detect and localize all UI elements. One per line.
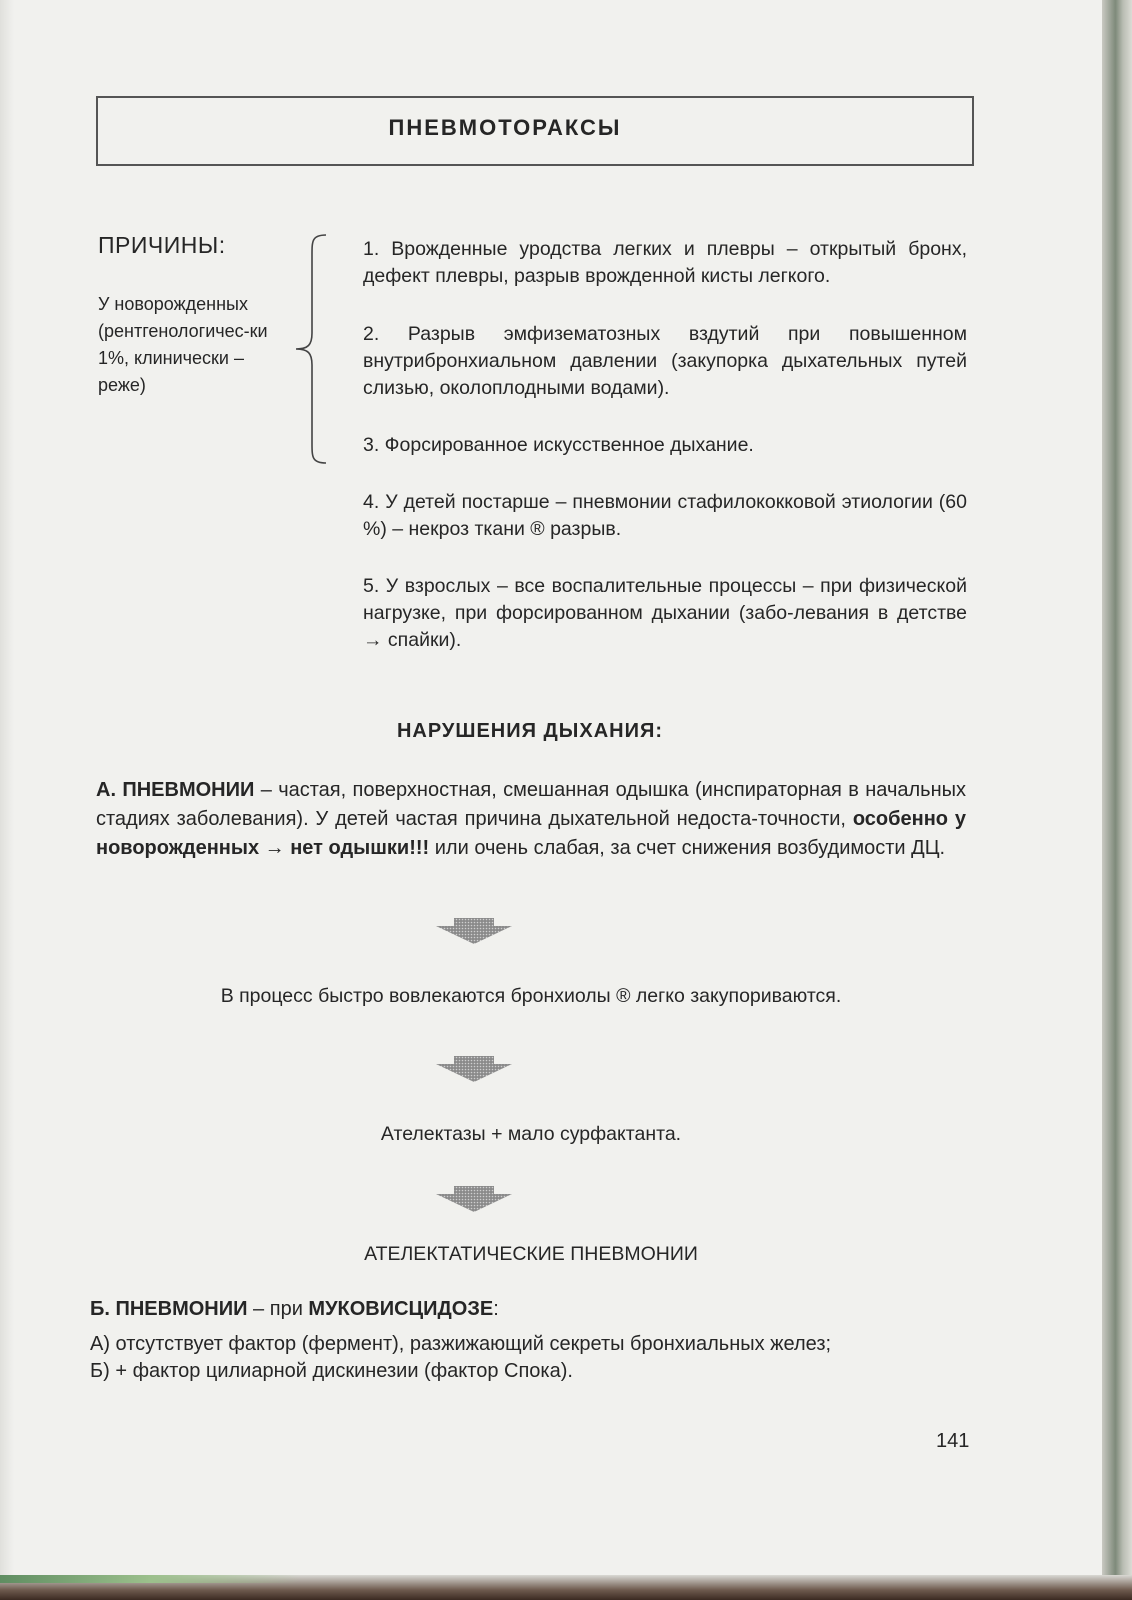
paragraph-b-line-1: А) отсутствует фактор (фермент), разжижающий секреты бронхиальных желез;	[90, 1333, 832, 1355]
cause-item-2: 2. Разрыв эмфизематозных вздутий при повышенном внутрибронхиальном давлении (закупорка дыхательных путей слизью, околоплодными водами).	[363, 323, 967, 399]
flow-step-1: В процесс быстро вовлекаются бронхиолы ® легко закупориваются.	[220, 985, 842, 1007]
down-arrow-icon	[434, 918, 514, 944]
paragraph-b-heading	[90, 1298, 499, 1321]
paragraph-b-line-2: Б) + фактор цилиарной дискинезии (фактор Спока).	[90, 1360, 573, 1382]
paragraph-a-bold1: особенно у новорожденных	[96, 808, 966, 859]
paragraph-a-text1: – частая, поверхностная, смешанная одышка (инспираторная в начальных стадиях заболевания). У детей частая причина дыхательной недоста-точности,	[96, 779, 966, 830]
curly-brace-icon	[290, 233, 330, 465]
paragraph-a-lead: А. ПНЕВМОНИИ	[96, 779, 255, 801]
book-spine	[1102, 0, 1132, 1600]
paragraph-b-bold: МУКОВИСЦИДОЗЕ	[308, 1298, 494, 1320]
cause-item-1: 1. Врожденные уродства легких и плевры – открытый бронх, дефект плевры, разрыв врожденной кисты легкого.	[363, 238, 967, 287]
down-arrow-icon	[434, 1186, 514, 1212]
paragraph-a-arrow: →	[259, 837, 291, 859]
paragraph-a	[96, 776, 966, 863]
cause-item-4: 4. У детей постарше – пневмонии стафилококковой этиологии (60 %) – некроз ткани ® разрыв.	[363, 491, 967, 540]
paragraph-b-lead: Б. ПНЕВМОНИИ	[90, 1298, 248, 1320]
title-box	[96, 96, 974, 166]
book-bottom-edge	[0, 1575, 1132, 1600]
section-heading: НАРУШЕНИЯ ДЫХАНИЯ:	[396, 720, 664, 742]
cause-item-5: 5. У взрослых – все воспалительные процессы – при физической нагрузке, при форсированном дыхании (забо-левания в детстве → спайки).	[363, 575, 967, 651]
cause-item-3: 3. Форсированное искусственное дыхание.	[363, 434, 754, 456]
page-title: ПНЕВМОТОРАКСЫ	[388, 115, 622, 140]
newborn-note: У новорожденных (рентгенологичес-ки 1%, клинически – реже)	[98, 294, 268, 395]
down-arrow-icon	[434, 1056, 514, 1082]
causes-heading: ПРИЧИНЫ:	[98, 232, 226, 258]
paragraph-a-bold2: нет одышки!!!	[290, 837, 430, 859]
flow-step-2: Ателектазы + мало сурфактанта.	[380, 1123, 682, 1145]
paragraph-b-colon: :	[493, 1298, 499, 1320]
paragraph-b-mid: – при	[247, 1298, 309, 1320]
paragraph-a-text2: или очень слабая, за счет снижения возбудимости ДЦ.	[429, 837, 946, 859]
page-number: 141	[936, 1430, 970, 1452]
flow-step-3: АТЕЛЕКТАТИЧЕСКИЕ ПНЕВМОНИИ	[364, 1243, 698, 1265]
page-shadow	[0, 0, 14, 1575]
